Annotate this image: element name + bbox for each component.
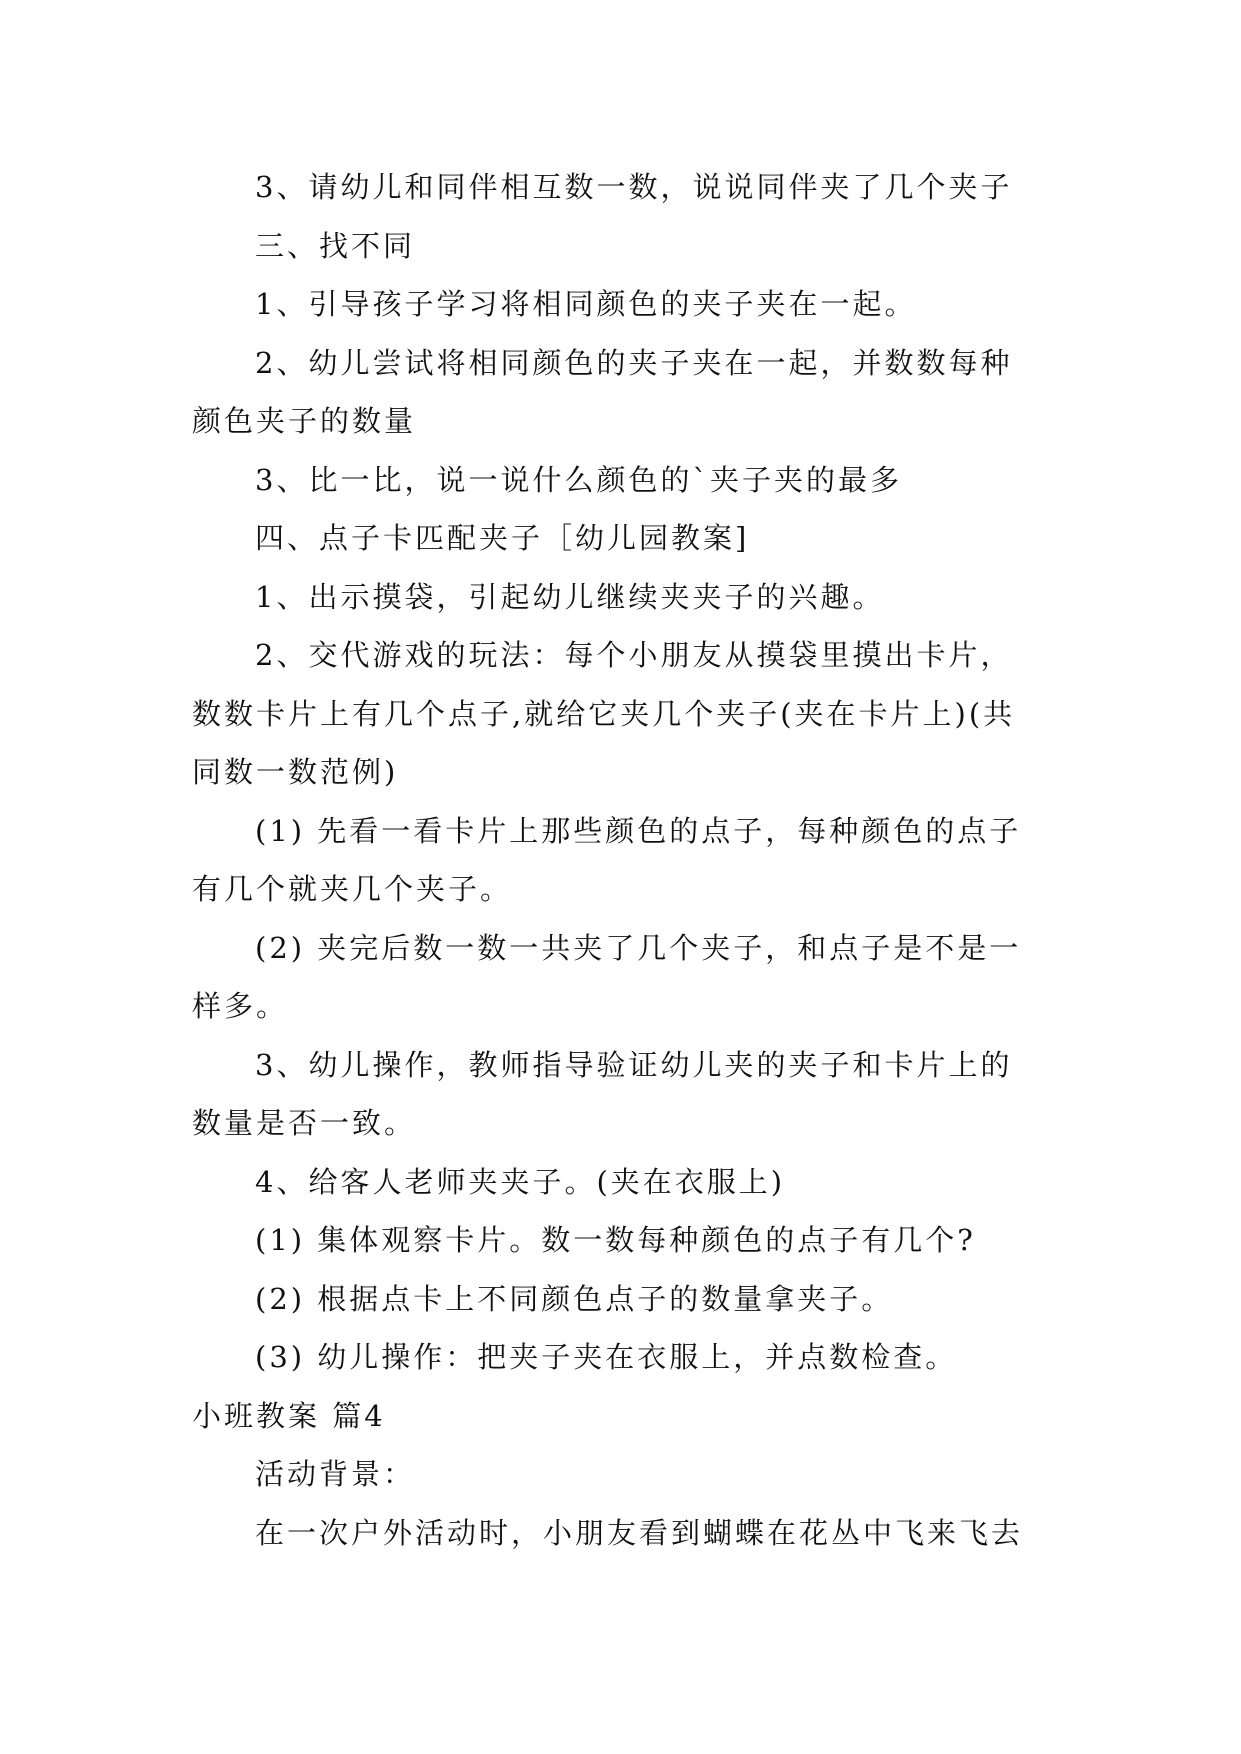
document-heading: 小班教案 篇4 [192, 1398, 386, 1433]
section-heading: 四、点子卡匹配夹子［幼儿园教案] [255, 521, 750, 555]
paragraph-line: (2) 根据点卡上不同颜色点子的数量拿夹子。 [255, 1281, 894, 1316]
paragraph-line: 数数卡片上有几个点子,就给它夹几个夹子(夹在卡片上)(共 [192, 696, 1016, 731]
paragraph-line: 1、出示摸袋，引起幼儿继续夹夹子的兴趣。 [255, 579, 885, 614]
paragraph-line: 数量是否一致。 [192, 1106, 417, 1140]
paragraph-line: (2) 夹完后数一数一共夹了几个夹子，和点子是不是一 [255, 930, 1022, 965]
paragraph-line: 3、比一比，说一说什么颜色的`夹子夹的最多 [255, 462, 902, 497]
paragraph-line: 活动背景： [255, 1457, 416, 1491]
paragraph-line: 2、交代游戏的玩法：每个小朋友从摸袋里摸出卡片， [255, 638, 1013, 672]
paragraph-line: 3、幼儿操作，教师指导验证幼儿夹的夹子和卡片上的 [255, 1047, 1013, 1082]
paragraph-line: 有几个就夹几个夹子。 [192, 872, 513, 906]
paragraph-line: 同数一数范例) [192, 755, 399, 789]
paragraph-line: 3、请幼儿和同伴相互数一数，说说同伴夹了几个夹子 [255, 170, 1013, 204]
document-body [192, 158, 1052, 1562]
paragraph-line: (1) 集体观察卡片。数一数每种颜色的点子有几个? [255, 1223, 976, 1257]
paragraph-line: (3) 幼儿操作：把夹子夹在衣服上，并点数检查。 [255, 1340, 958, 1374]
paragraph-line: 1、引导孩子学习将相同颜色的夹子夹在一起。 [255, 287, 917, 321]
paragraph-line: 4、给客人老师夹夹子。(夹在衣服上) [255, 1164, 786, 1199]
paragraph-line: 颜色夹子的数量 [192, 404, 417, 438]
paragraph-line: (1) 先看一看卡片上那些颜色的点子，每种颜色的点子 [255, 813, 1022, 848]
section-heading: 三、找不同 [255, 228, 416, 263]
paragraph-line: 在一次户外活动时，小朋友看到蝴蝶在花丛中飞来飞去 [255, 1515, 1024, 1550]
paragraph-line: 样多。 [192, 989, 289, 1023]
paragraph-line: 2、幼儿尝试将相同颜色的夹子夹在一起，并数数每种 [255, 345, 1013, 380]
